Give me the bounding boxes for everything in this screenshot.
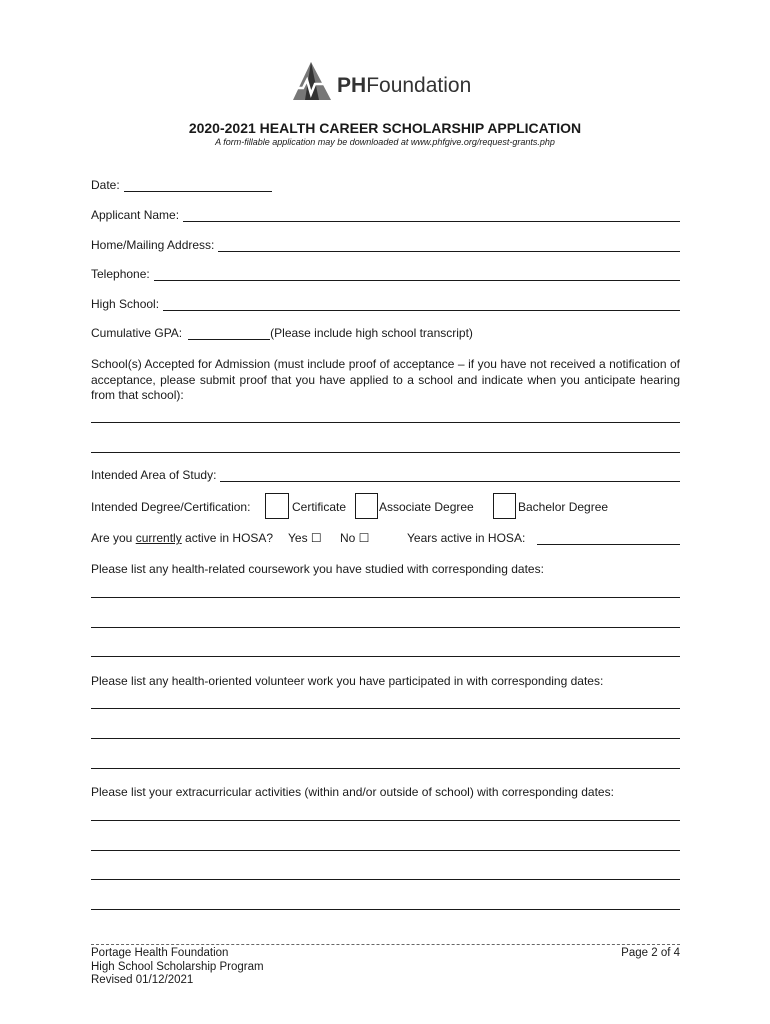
associate-degree-checkbox[interactable] — [355, 493, 378, 519]
footer-info — [91, 947, 264, 988]
extracurricular-line-1[interactable] — [91, 820, 680, 821]
logo-bold: PH — [337, 74, 367, 97]
gpa-note: (Please include high school transcript) — [270, 326, 473, 340]
footer-divider — [91, 944, 680, 945]
footer-org: Portage Health Foundation — [91, 947, 229, 959]
volunteer-prompt: Please list any health-oriented volunteer work you have participated in with corresponding dates: — [91, 674, 604, 688]
hosa-suffix: active in HOSA? — [181, 531, 274, 545]
applicant-name-row — [91, 208, 680, 222]
volunteer-line-1[interactable] — [91, 708, 680, 709]
applicant-name-field[interactable] — [183, 208, 680, 222]
footer-program: High School Scholarship Program — [91, 960, 264, 973]
associate-degree-label: Associate Degree — [379, 500, 474, 514]
bachelor-degree-checkbox[interactable] — [493, 493, 516, 519]
gpa-field[interactable] — [188, 326, 270, 340]
bachelor-degree-label: Bachelor Degree — [518, 500, 609, 514]
volunteer-line-3[interactable] — [91, 768, 680, 769]
area-of-study-row — [91, 468, 680, 482]
hosa-question — [91, 531, 273, 545]
telephone-field[interactable] — [154, 267, 680, 281]
logo-rest: Foundation — [366, 74, 472, 97]
degree-label: Intended Degree/Certification: — [91, 500, 251, 514]
area-of-study-field[interactable] — [220, 468, 680, 482]
coursework-line-2[interactable] — [91, 627, 680, 628]
page-title: 2020-2021 HEALTH CAREER SCHOLARSHIP APPLICATION — [188, 120, 582, 136]
area-of-study-label: Intended Area of Study: — [91, 468, 217, 482]
logo-text — [337, 74, 471, 98]
footer-revised: Revised 01/12/2021 — [91, 974, 194, 986]
date-label: Date: — [91, 178, 120, 192]
extracurricular-prompt: Please list your extracurricular activities (within and/or outside of school) with corresponding dates: — [91, 785, 614, 799]
high-school-label: High School: — [91, 297, 160, 311]
phf-logo-icon — [291, 60, 335, 102]
extracurricular-line-3[interactable] — [91, 879, 680, 880]
years-hosa-field[interactable] — [537, 544, 680, 545]
hosa-no-option[interactable]: No ☐ — [340, 531, 370, 545]
certificate-checkbox[interactable] — [265, 493, 289, 519]
coursework-line-3[interactable] — [91, 656, 680, 657]
telephone-row — [91, 267, 680, 281]
hosa-prefix: Are you — [91, 531, 136, 545]
high-school-row — [91, 297, 680, 311]
gpa-row — [91, 326, 680, 340]
page-number: Page 2 of 4 — [621, 947, 680, 959]
coursework-prompt: Please list any health-related coursework you have studied with corresponding dates: — [91, 562, 544, 576]
date-field[interactable] — [124, 178, 272, 192]
schools-accepted-line-2[interactable] — [91, 452, 680, 453]
schools-accepted-line-1[interactable] — [91, 422, 680, 423]
gpa-label: Cumulative GPA: — [91, 326, 183, 340]
high-school-field[interactable] — [163, 297, 680, 311]
address-row — [91, 238, 680, 252]
logo — [291, 60, 491, 102]
telephone-label: Telephone: — [91, 267, 150, 281]
certificate-label: Certificate — [292, 500, 347, 514]
volunteer-line-2[interactable] — [91, 738, 680, 739]
coursework-line-1[interactable] — [91, 597, 680, 598]
hosa-underlined: currently — [135, 531, 182, 545]
address-label: Home/Mailing Address: — [91, 238, 215, 252]
extracurricular-line-4[interactable] — [91, 909, 680, 910]
address-field[interactable] — [218, 238, 680, 252]
schools-accepted-prompt: School(s) Accepted for Admission (must include proof of acceptance – if you have not received a notification of acceptance, please submit proof that you have applied to a school and indicate when you anticipate hearing from that school): — [91, 357, 680, 402]
years-hosa-label: Years active in HOSA: — [407, 531, 526, 545]
hosa-yes-option[interactable]: Yes ☐ — [288, 531, 322, 545]
page-subtitle: A form-fillable application may be downloaded at www.phfgive.org/request-grants.php — [215, 137, 555, 147]
applicant-name-label: Applicant Name: — [91, 208, 180, 222]
date-row — [91, 178, 680, 192]
extracurricular-line-2[interactable] — [91, 850, 680, 851]
